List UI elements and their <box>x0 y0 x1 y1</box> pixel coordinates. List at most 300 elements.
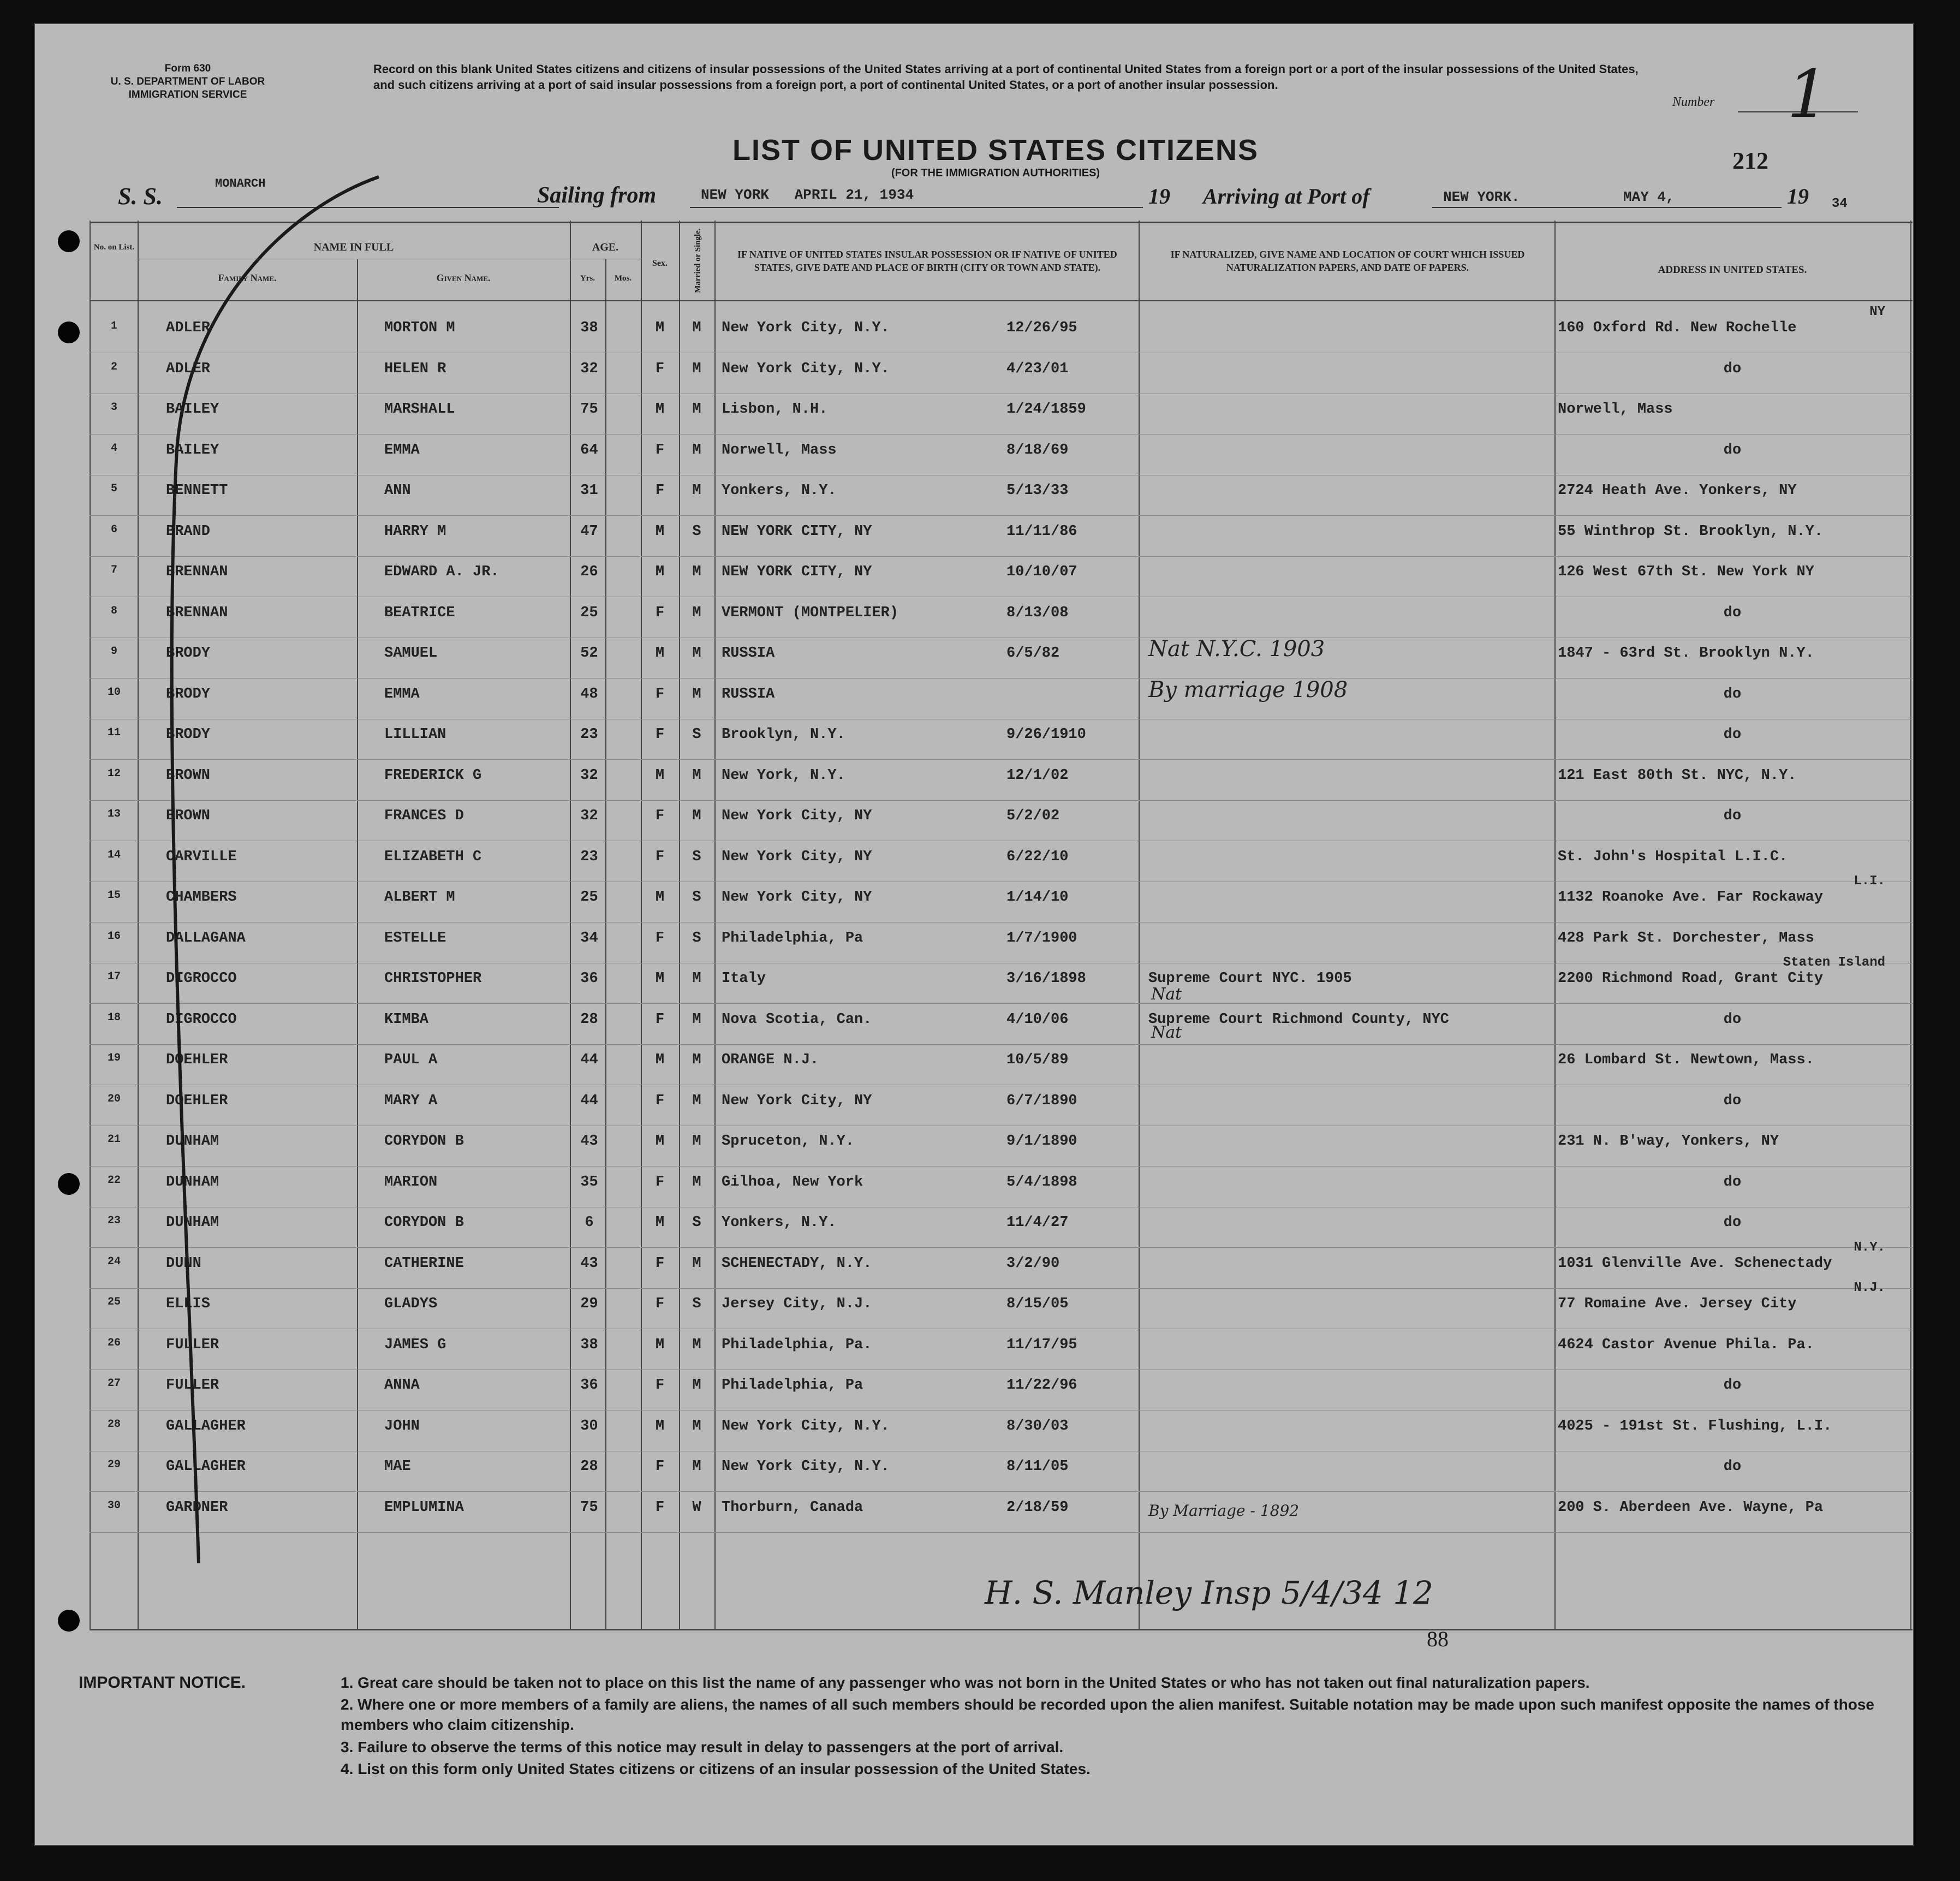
row-9-sex: M <box>655 645 665 662</box>
row-22-date: 5/4/1898 <box>1006 1174 1077 1190</box>
col-header-address: ADDRESS IN UNITED STATES. <box>1658 264 1807 276</box>
row-24-date: 3/2/90 <box>1006 1255 1060 1272</box>
row-15-place: New York City, NY <box>722 889 872 906</box>
row-2-addr: do <box>1723 360 1742 377</box>
row-23-yrs: 6 <box>585 1215 594 1231</box>
row-25-sex: F <box>655 1296 665 1312</box>
row-11-no: 11 <box>107 727 121 739</box>
notice-item-4: 4. List on this form only United States citizens or citizens of an insular possession of the United States. <box>341 1760 1091 1777</box>
row-23-sex: M <box>655 1215 665 1231</box>
row-28-no: 28 <box>107 1418 121 1431</box>
row-19-addr: 26 Lombard St. Newtown, Mass. <box>1558 1052 1814 1068</box>
row-21-given: CORYDON B <box>384 1133 464 1150</box>
row-13-addr: do <box>1723 808 1742 824</box>
row-6-sex: M <box>655 523 665 540</box>
row-26-place: Philadelphia, Pa. <box>722 1336 872 1353</box>
row-26-addr: 4624 Castor Avenue Phila. Pa. <box>1558 1336 1814 1353</box>
row-20-given: MARY A <box>384 1092 438 1109</box>
row-17-yrs: 36 <box>580 971 598 987</box>
row-18-given: KIMBA <box>384 1011 429 1028</box>
row-13-place: New York City, NY <box>722 808 872 824</box>
row-19-given: PAUL A <box>384 1052 438 1068</box>
row-22-given: MARION <box>384 1174 438 1190</box>
row-14-yrs: 23 <box>580 848 598 865</box>
row-15-ms: S <box>692 889 701 906</box>
row-27-given: ANNA <box>384 1377 420 1394</box>
row-21-sex: M <box>655 1133 665 1150</box>
row-16-place: Philadelphia, Pa <box>722 930 863 947</box>
row-6-yrs: 47 <box>580 523 598 540</box>
row-10-place: RUSSIA <box>722 686 775 703</box>
row-12-no: 12 <box>107 767 121 780</box>
row-11-given: LILLIAN <box>384 727 446 743</box>
row-10-yrs: 48 <box>580 686 598 703</box>
row-5-ms: M <box>692 483 701 499</box>
row-10-nat: By marriage 1908 <box>1148 677 1348 703</box>
col-header-mos: Mos. <box>614 274 632 283</box>
row-3-yrs: 75 <box>580 401 598 418</box>
row-5-family: BENNETT <box>166 483 228 499</box>
row-11-yrs: 23 <box>580 727 598 743</box>
row-25-place: Jersey City, N.J. <box>722 1296 872 1312</box>
year-prefix-1: 19 <box>1148 184 1170 209</box>
row-18-yrs: 28 <box>580 1011 598 1028</box>
row-16-date: 1/7/1900 <box>1006 930 1077 947</box>
row-18-place: Nova Scotia, Can. <box>722 1011 872 1028</box>
ship-name: MONARCH <box>215 177 266 191</box>
row-28-date: 8/30/03 <box>1006 1418 1069 1434</box>
row-29-ms: M <box>692 1459 701 1475</box>
row-1-family: ADLER <box>166 320 211 336</box>
row-2-no: 2 <box>110 360 117 373</box>
year-prefix-2: 19 <box>1787 184 1809 209</box>
ss-label: S. S. <box>118 183 163 210</box>
row-20-date: 6/7/1890 <box>1006 1092 1077 1109</box>
row-15-family: CHAMBERS <box>166 889 237 906</box>
row-14-date: 6/22/10 <box>1006 848 1069 865</box>
row-29-date: 8/11/05 <box>1006 1459 1069 1475</box>
row-16-no: 16 <box>107 930 121 943</box>
col-header-sex: Sex. <box>652 259 668 268</box>
nat-mark-18: Nat <box>1151 1023 1182 1042</box>
row-17-sex: M <box>655 971 665 987</box>
row-30-date: 2/18/59 <box>1006 1499 1069 1516</box>
row-20-place: New York City, NY <box>722 1092 872 1109</box>
row-20-sex: F <box>655 1092 665 1109</box>
row-8-no: 8 <box>110 604 117 617</box>
row-16-given: ESTELLE <box>384 930 446 947</box>
row-14-ms: S <box>692 848 701 865</box>
row-3-family: BAILEY <box>166 401 219 418</box>
row-21-yrs: 43 <box>580 1133 598 1150</box>
row-17-ms: M <box>692 971 701 987</box>
col-header-no: No. on List. <box>93 243 135 252</box>
row-1-addr-top: NY <box>1869 305 1885 319</box>
row-4-given: EMMA <box>384 442 420 459</box>
row-6-ms: S <box>692 523 701 540</box>
row-7-yrs: 26 <box>580 564 598 580</box>
row-30-ms: W <box>692 1499 701 1516</box>
row-28-addr: 4025 - 191st St. Flushing, L.I. <box>1558 1418 1832 1434</box>
page-subtitle: (FOR THE IMMIGRATION AUTHORITIES) <box>891 167 1100 179</box>
col-rule <box>605 259 606 1629</box>
row-18-nat: Supreme Court Richmond County, NYC <box>1148 1011 1449 1028</box>
row-22-family: DUNHAM <box>166 1174 219 1190</box>
row-3-place: Lisbon, N.H. <box>722 401 828 418</box>
row-13-given: FRANCES D <box>384 808 464 824</box>
number-label: Number <box>1672 95 1715 109</box>
row-21-no: 21 <box>107 1133 121 1146</box>
col-rule <box>714 221 716 1629</box>
row-14-no: 14 <box>107 848 121 861</box>
punch-hole <box>58 230 80 252</box>
row-28-ms: M <box>692 1418 701 1434</box>
row-25-given: GLADYS <box>384 1296 438 1312</box>
row-8-ms: M <box>692 604 701 621</box>
col-header-given: Given Name. <box>436 272 491 283</box>
row-17-place: Italy <box>722 971 766 987</box>
row-22-place: Gilhoa, New York <box>722 1174 863 1190</box>
row-25-ms: S <box>692 1296 701 1312</box>
row-10-ms: M <box>692 686 701 703</box>
row-3-ms: M <box>692 401 701 418</box>
row-4-sex: F <box>655 442 665 459</box>
row-21-addr: 231 N. B'way, Yonkers, NY <box>1558 1133 1779 1150</box>
notice-item-3: 3. Failure to observe the terms of this notice may result in delay to passengers at the port of arrival. <box>341 1739 1064 1755</box>
department: U. S. DEPARTMENT OF LABOR <box>110 76 265 87</box>
row-4-place: Norwell, Mass <box>722 442 837 459</box>
row-22-ms: M <box>692 1174 701 1190</box>
row-17-addr-top: Staten Island <box>1783 955 1885 970</box>
check-stroke <box>122 144 406 1591</box>
punch-hole <box>58 1173 80 1195</box>
row-21-ms: M <box>692 1133 701 1150</box>
page-number: 88 <box>1427 1627 1449 1651</box>
row-13-family: BROWN <box>166 808 211 824</box>
row-20-family: DOEHLER <box>166 1092 228 1109</box>
row-25-addr-top: N.J. <box>1854 1281 1885 1295</box>
row-8-place: VERMONT (MONTPELIER) <box>722 604 899 621</box>
row-6-addr: 55 Winthrop St. Brooklyn, N.Y. <box>1558 523 1824 540</box>
arriving-port: NEW YORK. <box>1443 189 1520 205</box>
row-23-ms: S <box>692 1215 701 1231</box>
row-18-addr: do <box>1723 1011 1742 1028</box>
sailing-label: Sailing from <box>537 183 657 208</box>
row-5-sex: F <box>655 483 665 499</box>
punch-hole <box>58 322 80 343</box>
row-11-sex: F <box>655 727 665 743</box>
row-24-sex: F <box>655 1255 665 1272</box>
notice-label: IMPORTANT NOTICE. <box>79 1674 246 1692</box>
row-30-sex: F <box>655 1499 665 1516</box>
row-4-family: BAILEY <box>166 442 219 459</box>
row-5-date: 5/13/33 <box>1006 483 1069 499</box>
row-29-given: MAE <box>384 1459 411 1475</box>
row-30-nat: By Marriage - 1892 <box>1148 1501 1300 1520</box>
row-1-place: New York City, N.Y. <box>722 320 890 336</box>
row-13-sex: F <box>655 808 665 824</box>
row-23-family: DUNHAM <box>166 1215 219 1231</box>
row-15-no: 15 <box>107 889 121 902</box>
row-17-nat: Supreme Court NYC. 1905 <box>1148 971 1352 987</box>
row-8-yrs: 25 <box>580 604 598 621</box>
col-rule <box>90 221 91 1629</box>
arriving-label: Arriving at Port of <box>1203 184 1370 209</box>
row-1-date: 12/26/95 <box>1006 320 1077 336</box>
sailing-line <box>690 207 1143 208</box>
row-20-addr: do <box>1723 1092 1742 1109</box>
row-7-family: BRENNAN <box>166 564 228 580</box>
row-18-no: 18 <box>107 1011 121 1024</box>
row-15-date: 1/14/10 <box>1006 889 1069 906</box>
col-header-naturalized: IF NATURALIZED, GIVE NAME AND LOCATION OF COURT WHICH ISSUED NATURALIZATION PAPERS, AND DATE OF PAPERS. <box>1170 249 1525 273</box>
row-28-family: GALLAGHER <box>166 1418 246 1434</box>
row-19-sex: M <box>655 1052 665 1068</box>
row-7-no: 7 <box>110 564 117 576</box>
row-9-date: 6/5/82 <box>1006 645 1060 662</box>
row-6-place: NEW YORK CITY, NY <box>722 523 872 540</box>
row-20-yrs: 44 <box>580 1092 598 1109</box>
row-19-family: DOEHLER <box>166 1052 228 1068</box>
row-17-date: 3/16/1898 <box>1006 971 1086 987</box>
row-24-addr: 1031 Glenville Ave. Schenectady <box>1558 1255 1832 1272</box>
arrival-date: MAY 4, <box>1623 189 1675 205</box>
row-7-sex: M <box>655 564 665 580</box>
row-18-date: 4/10/06 <box>1006 1011 1069 1028</box>
row-1-no: 1 <box>110 320 117 332</box>
row-27-no: 27 <box>107 1377 121 1390</box>
row-2-given: HELEN R <box>384 360 446 377</box>
row-2-place: New York City, N.Y. <box>722 360 890 377</box>
col-header-name: NAME IN FULL <box>313 241 394 253</box>
row-15-given: ALBERT M <box>384 889 455 906</box>
row-20-ms: M <box>692 1092 701 1109</box>
notice-item-2: 2. Where one or more members of a family are aliens, the names of all such members should be recorded upon the alien manifest. Suitable notation may be made upon such manifest opposite the names of those members who claim citizenship. <box>341 1696 1874 1733</box>
number-value: 1 <box>1787 57 1829 133</box>
row-26-given: JAMES G <box>384 1336 446 1353</box>
row-4-addr: do <box>1723 442 1742 459</box>
row-8-addr: do <box>1723 604 1742 621</box>
row-12-given: FREDERICK G <box>384 767 482 784</box>
row-20-no: 20 <box>107 1092 121 1105</box>
row-11-place: Brooklyn, N.Y. <box>722 727 845 743</box>
table-bottom-rule <box>90 1629 1913 1630</box>
row-6-family: BRAND <box>166 523 211 540</box>
row-10-addr: do <box>1723 686 1742 703</box>
row-30-given: EMPLUMINA <box>384 1499 464 1516</box>
col-header-family: Family Name. <box>218 272 277 283</box>
row-8-family: BRENNAN <box>166 604 228 621</box>
row-8-date: 8/13/08 <box>1006 604 1069 621</box>
row-7-addr: 126 West 67th St. New York NY <box>1558 564 1814 580</box>
row-9-given: SAMUEL <box>384 645 438 662</box>
row-21-family: DUNHAM <box>166 1133 219 1150</box>
row-15-sex: M <box>655 889 665 906</box>
row-10-given: EMMA <box>384 686 420 703</box>
row-26-date: 11/17/95 <box>1006 1336 1077 1353</box>
row-3-no: 3 <box>110 401 117 414</box>
row-1-sex: M <box>655 320 665 336</box>
col-rule <box>1139 221 1140 1629</box>
row-4-date: 8/18/69 <box>1006 442 1069 459</box>
row-30-family: GARDNER <box>166 1499 228 1516</box>
row-9-yrs: 52 <box>580 645 598 662</box>
col-rule <box>1554 221 1556 1629</box>
row-29-addr: do <box>1723 1459 1742 1475</box>
manifest-sheet <box>34 23 1914 1846</box>
row-9-place: RUSSIA <box>722 645 775 662</box>
row-26-family: FULLER <box>166 1336 219 1353</box>
row-21-date: 9/1/1890 <box>1006 1133 1077 1150</box>
row-6-no: 6 <box>110 523 117 536</box>
row-15-addr: 1132 Roanoke Ave. Far Rockaway <box>1558 889 1824 906</box>
row-5-given: ANN <box>384 483 411 499</box>
row-8-sex: F <box>655 604 665 621</box>
row-19-yrs: 44 <box>580 1052 598 1068</box>
row-22-yrs: 35 <box>580 1174 598 1190</box>
row-26-sex: M <box>655 1336 665 1353</box>
row-1-ms: M <box>692 320 701 336</box>
row-28-sex: M <box>655 1418 665 1434</box>
row-12-ms: M <box>692 767 701 784</box>
row-13-no: 13 <box>107 808 121 820</box>
form-id <box>57 62 319 102</box>
punch-hole <box>58 1610 80 1632</box>
row-5-addr: 2724 Heath Ave. Yonkers, NY <box>1558 483 1797 499</box>
row-18-ms: M <box>692 1011 701 1028</box>
row-12-family: BROWN <box>166 767 211 784</box>
col-header-yrs: Yrs. <box>580 274 595 283</box>
col-rule <box>679 221 680 1629</box>
row-14-given: ELIZABETH C <box>384 848 482 865</box>
row-28-yrs: 30 <box>580 1418 598 1434</box>
row-26-no: 26 <box>107 1336 121 1349</box>
row-7-date: 10/10/07 <box>1006 564 1077 580</box>
row-7-place: NEW YORK CITY, NY <box>722 564 872 580</box>
row-12-date: 12/1/02 <box>1006 767 1069 784</box>
row-11-date: 9/26/1910 <box>1006 727 1086 743</box>
row-17-family: DIGROCCO <box>166 971 237 987</box>
row-18-sex: F <box>655 1011 665 1028</box>
row-27-place: Philadelphia, Pa <box>722 1377 863 1394</box>
row-24-given: CATHERINE <box>384 1255 464 1272</box>
col-header-birth: IF NATIVE OF UNITED STATES INSULAR POSSESSION OR IF NATIVE OF UNITED STATES, GIVE DATE AND PLACE OF BIRTH (CITY OR TOWN AND STATE). <box>737 249 1117 273</box>
row-11-addr: do <box>1723 727 1742 743</box>
row-23-date: 11/4/27 <box>1006 1215 1069 1231</box>
row-9-family: BRODY <box>166 645 211 662</box>
row-27-addr: do <box>1723 1377 1742 1394</box>
row-29-family: GALLAGHER <box>166 1459 246 1475</box>
row-6-date: 11/11/86 <box>1006 523 1077 540</box>
row-23-given: CORYDON B <box>384 1215 464 1231</box>
col-header-married-single: Married or Single. <box>693 228 702 293</box>
row-15-yrs: 25 <box>580 889 598 906</box>
inspector-signature: H. S. Manley Insp 5/4/34 12 <box>985 1574 1433 1611</box>
row-3-given: MARSHALL <box>384 401 455 418</box>
row-24-family: DUNN <box>166 1255 201 1272</box>
row-16-ms: S <box>692 930 701 947</box>
row-2-sex: F <box>655 360 665 377</box>
row-14-place: New York City, NY <box>722 848 872 865</box>
row-13-date: 5/2/02 <box>1006 808 1060 824</box>
row-26-ms: M <box>692 1336 701 1353</box>
row-24-addr-top: N.Y. <box>1854 1240 1885 1255</box>
row-26-yrs: 38 <box>580 1336 598 1353</box>
row-29-place: New York City, N.Y. <box>722 1459 890 1475</box>
row-15-addr-top: L.I. <box>1854 874 1885 889</box>
row-1-addr: 160 Oxford Rd. New Rochelle <box>1558 320 1797 336</box>
row-12-addr: 121 East 80th St. NYC, N.Y. <box>1558 767 1797 784</box>
row-24-place: SCHENECTADY, N.Y. <box>722 1255 872 1272</box>
row-10-sex: F <box>655 686 665 703</box>
row-12-yrs: 32 <box>580 767 598 784</box>
row-16-sex: F <box>655 930 665 947</box>
notice-item-1: 1. Great care should be taken not to place on this list the name of any passenger who was not born in the United States or who has not taken out final naturalization papers. <box>341 1674 1590 1691</box>
row-10-family: BRODY <box>166 686 211 703</box>
row-16-family: DALLAGANA <box>166 930 246 947</box>
row-2-date: 4/23/01 <box>1006 360 1069 377</box>
row-28-place: New York City, N.Y. <box>722 1418 890 1434</box>
row-22-addr: do <box>1723 1174 1742 1190</box>
row-21-place: Spruceton, N.Y. <box>722 1133 855 1150</box>
row-14-addr: St. John's Hospital L.I.C. <box>1558 848 1788 865</box>
row-7-ms: M <box>692 564 701 580</box>
row-9-ms: M <box>692 645 701 662</box>
row-13-yrs: 32 <box>580 808 598 824</box>
row-30-no: 30 <box>107 1499 121 1512</box>
row-13-ms: M <box>692 808 701 824</box>
row-30-yrs: 75 <box>580 1499 598 1516</box>
row-5-no: 5 <box>110 483 117 495</box>
row-25-addr: 77 Romaine Ave. Jersey City <box>1558 1296 1797 1312</box>
row-30-addr: 200 S. Aberdeen Ave. Wayne, Pa <box>1558 1499 1824 1516</box>
arriving-line <box>1432 207 1782 208</box>
row-22-no: 22 <box>107 1174 121 1187</box>
col-rule <box>641 221 642 1629</box>
row-27-yrs: 36 <box>580 1377 598 1394</box>
row-6-given: HARRY M <box>384 523 446 540</box>
row-5-place: Yonkers, N.Y. <box>722 483 837 499</box>
row-24-yrs: 43 <box>580 1255 598 1272</box>
row-16-addr: 428 Park St. Dorchester, Mass <box>1558 930 1814 947</box>
row-19-place: ORANGE N.J. <box>722 1052 819 1068</box>
row-17-no: 17 <box>107 971 121 983</box>
row-19-no: 19 <box>107 1052 121 1064</box>
row-2-yrs: 32 <box>580 360 598 377</box>
row-11-ms: S <box>692 727 701 743</box>
sailing-from: NEW YORK APRIL 21, 1934 <box>701 187 914 203</box>
row-19-ms: M <box>692 1052 701 1068</box>
row-9-nat: Nat N.Y.C. 1903 <box>1148 636 1325 662</box>
row-4-no: 4 <box>110 442 117 455</box>
row-11-family: BRODY <box>166 727 211 743</box>
row-3-date: 1/24/1859 <box>1006 401 1086 418</box>
row-29-no: 29 <box>107 1459 121 1471</box>
form-number: Form 630 <box>164 63 211 74</box>
arrival-year: 34 <box>1832 197 1848 211</box>
row-17-addr: 2200 Richmond Road, Grant City <box>1558 971 1824 987</box>
col-header-age: AGE. <box>592 241 619 253</box>
row-25-no: 25 <box>107 1296 121 1308</box>
row-25-yrs: 29 <box>580 1296 598 1312</box>
row-28-given: JOHN <box>384 1418 420 1434</box>
row-23-place: Yonkers, N.Y. <box>722 1215 837 1231</box>
col-rule <box>1910 221 1911 1629</box>
row-25-family: ELLIS <box>166 1296 211 1312</box>
col-rule <box>570 221 571 1629</box>
row-29-sex: F <box>655 1459 665 1475</box>
row-18-family: DIGROCCO <box>166 1011 237 1028</box>
